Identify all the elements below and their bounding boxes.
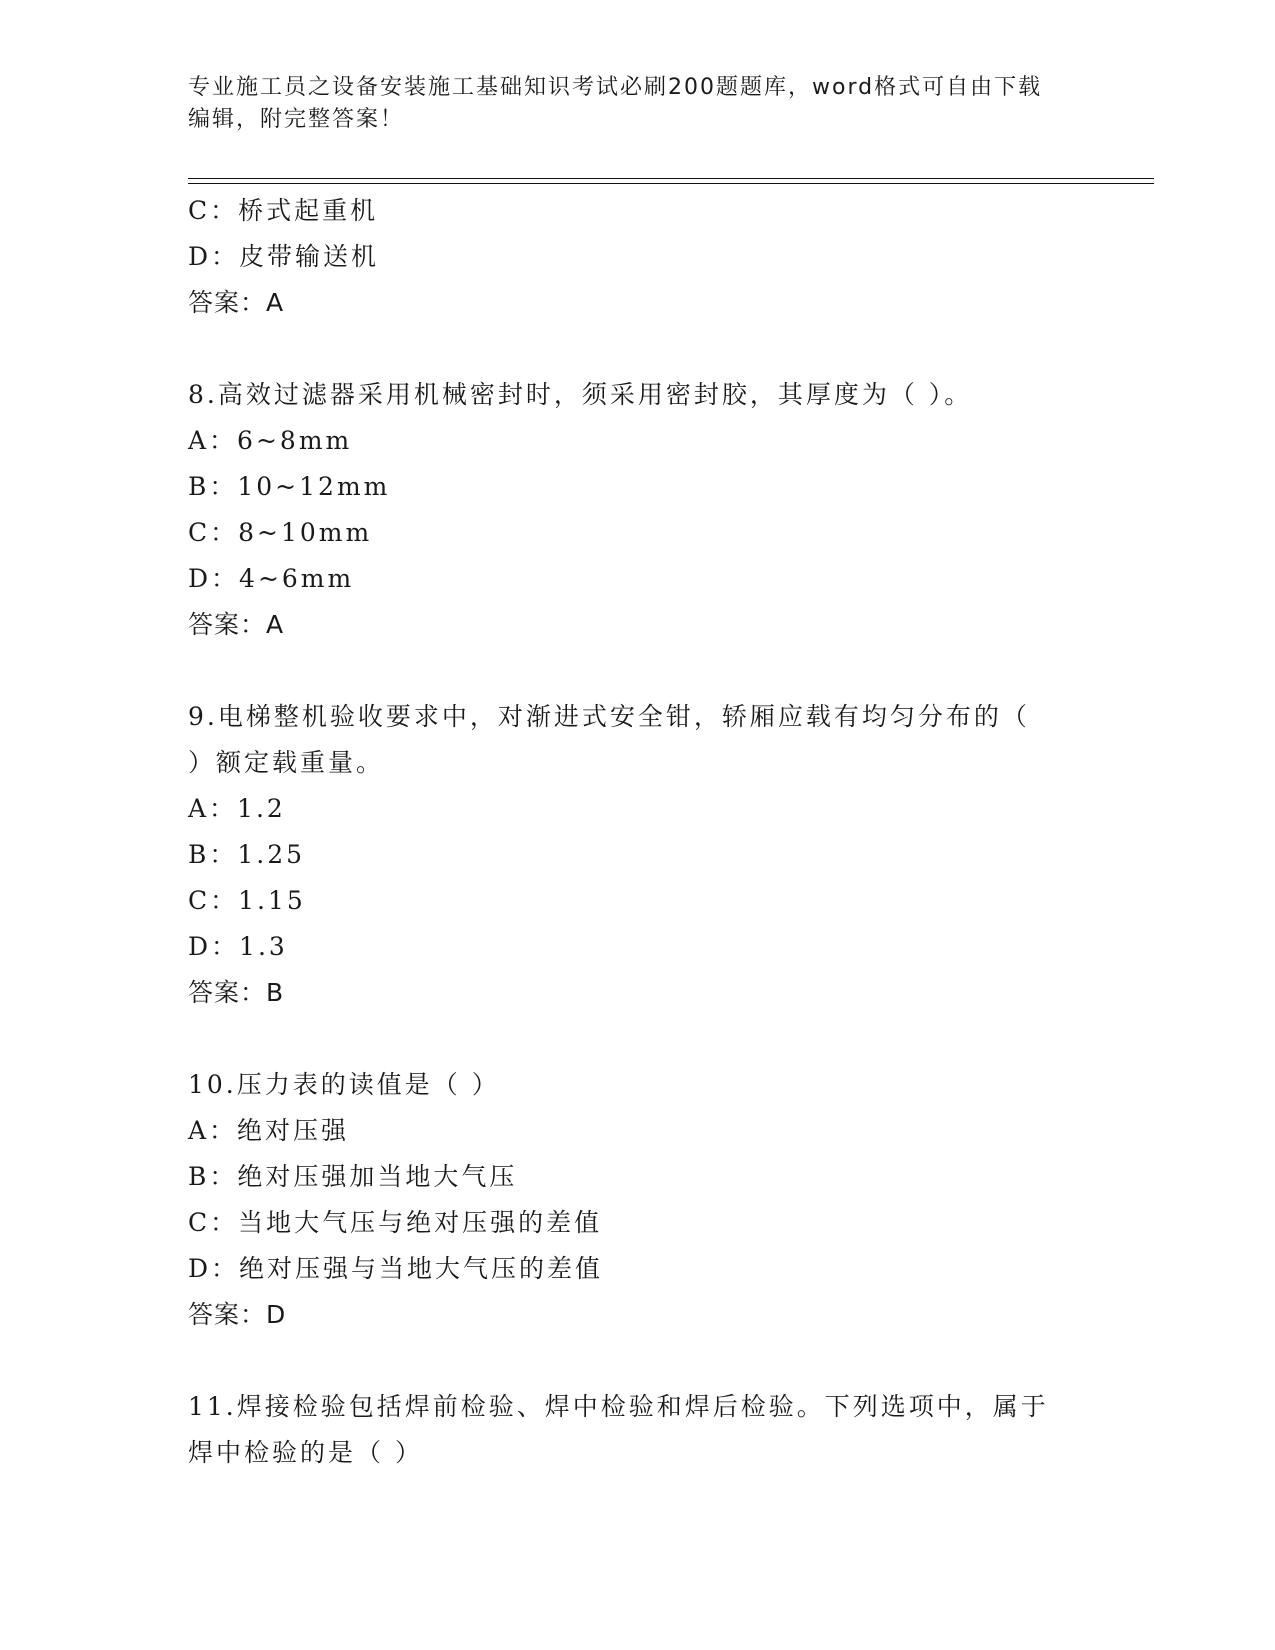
option-c: C：当地大气压与绝对压强的差值 bbox=[188, 1208, 603, 1237]
option-d: D：皮带输送机 bbox=[188, 242, 380, 271]
document-header bbox=[188, 72, 1088, 136]
option-c: C：1.15 bbox=[188, 886, 306, 915]
option-b: B：1.25 bbox=[188, 840, 306, 869]
answer-line: 答案：D bbox=[188, 1300, 287, 1329]
answer-line: 答案：B bbox=[188, 978, 285, 1007]
question-text-continued: 焊中检验的是（ ） bbox=[188, 1438, 423, 1467]
question-block bbox=[188, 1062, 1148, 1338]
option-d: D：1.3 bbox=[188, 932, 288, 961]
header-divider-bottom bbox=[188, 183, 1154, 184]
option-a: A：绝对压强 bbox=[188, 1116, 350, 1145]
option-b: B：10~12mm bbox=[188, 472, 391, 501]
option-d: D：绝对压强与当地大气压的差值 bbox=[188, 1254, 604, 1283]
header-divider-top bbox=[188, 178, 1154, 179]
question-text-continued: ）额定载重量。 bbox=[188, 748, 385, 777]
header-line-1: 专业施工员之设备安装施工基础知识考试必刷200题题库，word格式可自由下载 bbox=[188, 75, 1043, 100]
option-d: D：4~6mm bbox=[188, 564, 355, 593]
option-a: A：1.2 bbox=[188, 794, 286, 823]
question-text: 10.压力表的读值是（ ） bbox=[188, 1070, 500, 1099]
header-line-2: 编辑，附完整答案！ bbox=[188, 107, 405, 132]
option-c: C：桥式起重机 bbox=[188, 196, 379, 225]
question-block bbox=[188, 372, 1148, 648]
question-text: 11.焊接检验包括焊前检验、焊中检验和焊后检验。下列选项中，属于 bbox=[188, 1392, 1049, 1421]
question-block bbox=[188, 694, 1148, 1016]
option-a: A：6~8mm bbox=[188, 426, 353, 455]
question-list bbox=[188, 188, 1148, 1476]
question-block bbox=[188, 1384, 1148, 1476]
question-text: 9.电梯整机验收要求中，对渐进式安全钳，轿厢应载有均匀分布的（ bbox=[188, 702, 1030, 731]
option-c: C：8~10mm bbox=[188, 518, 373, 547]
answer-line: 答案：A bbox=[188, 610, 285, 639]
answer-line: 答案：A bbox=[188, 288, 285, 317]
question-block bbox=[188, 188, 1148, 326]
question-text: 8.高效过滤器采用机械密封时，须采用密封胶，其厚度为（ ）。 bbox=[188, 380, 973, 409]
option-b: B：绝对压强加当地大气压 bbox=[188, 1162, 518, 1191]
